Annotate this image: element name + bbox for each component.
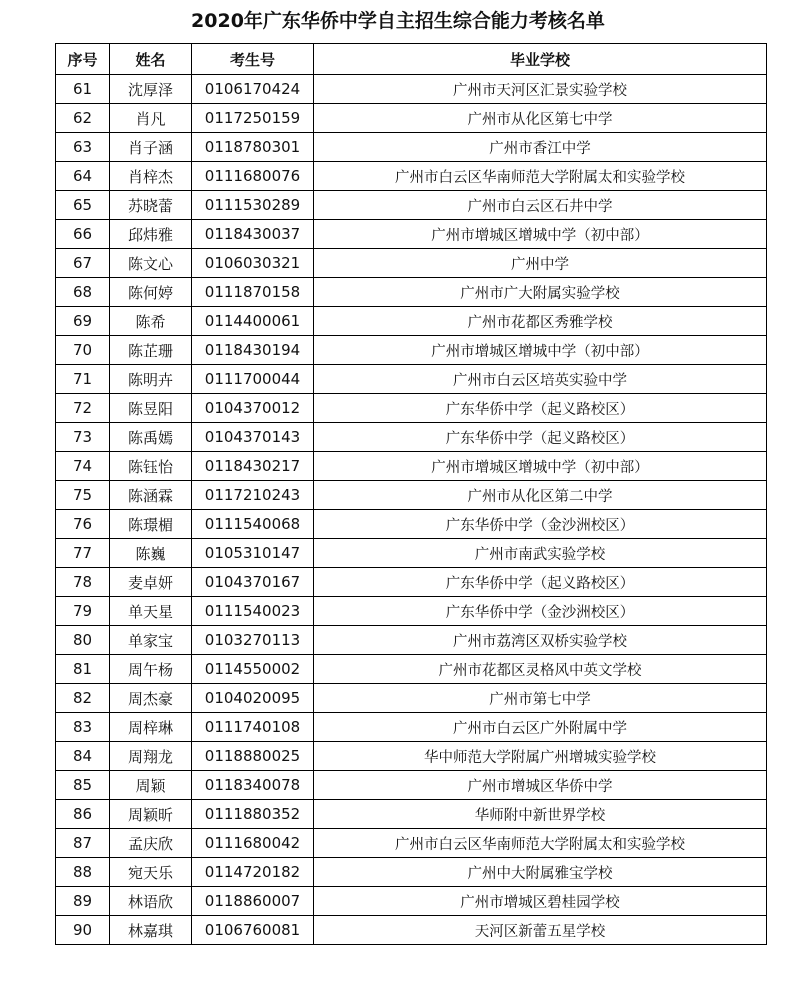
cell-candidate-number: 0104370012 [192, 394, 314, 423]
cell-candidate-number: 0118780301 [192, 133, 314, 162]
cell-name: 周翔龙 [110, 742, 192, 771]
table-row [56, 887, 767, 916]
cell-name: 宛天乐 [110, 858, 192, 887]
cell-name: 单天星 [110, 597, 192, 626]
cell-name: 周颖昕 [110, 800, 192, 829]
cell-name: 陈璟楣 [110, 510, 192, 539]
header-candidate-number: 考生号 [192, 44, 314, 75]
cell-index: 68 [56, 278, 110, 307]
cell-name: 陈钰怡 [110, 452, 192, 481]
cell-school: 广州市白云区华南师范大学附属太和实验学校 [314, 829, 767, 858]
table-row [56, 800, 767, 829]
cell-candidate-number: 0118430037 [192, 220, 314, 249]
table-row [56, 742, 767, 771]
cell-index: 84 [56, 742, 110, 771]
candidate-table [55, 43, 767, 945]
cell-school: 广州市南武实验学校 [314, 539, 767, 568]
header-name: 姓名 [110, 44, 192, 75]
cell-index: 77 [56, 539, 110, 568]
cell-name: 邱炜雅 [110, 220, 192, 249]
cell-name: 孟庆欣 [110, 829, 192, 858]
cell-school: 广州市白云区培英实验中学 [314, 365, 767, 394]
cell-candidate-number: 0111870158 [192, 278, 314, 307]
table-row [56, 771, 767, 800]
table-row [56, 162, 767, 191]
cell-school: 广东华侨中学（起义路校区） [314, 394, 767, 423]
cell-school: 广东华侨中学（起义路校区） [314, 568, 767, 597]
cell-index: 90 [56, 916, 110, 945]
cell-candidate-number: 0104020095 [192, 684, 314, 713]
cell-name: 周颖 [110, 771, 192, 800]
cell-index: 74 [56, 452, 110, 481]
table-row [56, 365, 767, 394]
cell-index: 62 [56, 104, 110, 133]
cell-index: 80 [56, 626, 110, 655]
cell-school: 广州市增城区碧桂园学校 [314, 887, 767, 916]
cell-school: 广州市香江中学 [314, 133, 767, 162]
table-row [56, 423, 767, 452]
cell-name: 陈文心 [110, 249, 192, 278]
cell-candidate-number: 0118880025 [192, 742, 314, 771]
table-row [56, 249, 767, 278]
cell-school: 广州市增城区华侨中学 [314, 771, 767, 800]
cell-name: 苏晓蕾 [110, 191, 192, 220]
table-row [56, 133, 767, 162]
cell-name: 陈禹嫣 [110, 423, 192, 452]
cell-school: 广州市白云区石井中学 [314, 191, 767, 220]
cell-candidate-number: 0111680042 [192, 829, 314, 858]
cell-school: 广东华侨中学（起义路校区） [314, 423, 767, 452]
cell-candidate-number: 0114400061 [192, 307, 314, 336]
cell-candidate-number: 0105310147 [192, 539, 314, 568]
table-row [56, 510, 767, 539]
cell-candidate-number: 0117210243 [192, 481, 314, 510]
cell-name: 陈巍 [110, 539, 192, 568]
cell-school: 广州市白云区广外附属中学 [314, 713, 767, 742]
cell-candidate-number: 0106760081 [192, 916, 314, 945]
cell-school: 广州市增城区增城中学（初中部） [314, 336, 767, 365]
cell-school: 广州市花都区秀雅学校 [314, 307, 767, 336]
header-school: 毕业学校 [314, 44, 767, 75]
cell-candidate-number: 0111680076 [192, 162, 314, 191]
cell-candidate-number: 0111880352 [192, 800, 314, 829]
cell-candidate-number: 0111530289 [192, 191, 314, 220]
table-row [56, 278, 767, 307]
document-title: 2020年广东华侨中学自主招生综合能力考核名单 [191, 10, 605, 32]
cell-candidate-number: 0111740108 [192, 713, 314, 742]
table-row [56, 191, 767, 220]
cell-index: 76 [56, 510, 110, 539]
cell-school: 广州中学 [314, 249, 767, 278]
cell-candidate-number: 0106170424 [192, 75, 314, 104]
cell-school: 广州市从化区第二中学 [314, 481, 767, 510]
cell-name: 麦卓妍 [110, 568, 192, 597]
table-row [56, 75, 767, 104]
cell-school: 广州市天河区汇景实验学校 [314, 75, 767, 104]
cell-candidate-number: 0118860007 [192, 887, 314, 916]
cell-candidate-number: 0117250159 [192, 104, 314, 133]
cell-name: 陈希 [110, 307, 192, 336]
cell-name: 肖子涵 [110, 133, 192, 162]
cell-name: 陈芷珊 [110, 336, 192, 365]
cell-index: 85 [56, 771, 110, 800]
cell-index: 69 [56, 307, 110, 336]
cell-index: 65 [56, 191, 110, 220]
cell-school: 华中师范大学附属广州增城实验学校 [314, 742, 767, 771]
table-row [56, 684, 767, 713]
table-row [56, 858, 767, 887]
cell-school: 广州市增城区增城中学（初中部） [314, 452, 767, 481]
cell-school: 广州市广大附属实验学校 [314, 278, 767, 307]
table-row [56, 568, 767, 597]
cell-name: 周午杨 [110, 655, 192, 684]
table-row [56, 539, 767, 568]
cell-index: 61 [56, 75, 110, 104]
table-row [56, 336, 767, 365]
cell-school: 华师附中新世界学校 [314, 800, 767, 829]
cell-index: 87 [56, 829, 110, 858]
table-row [56, 713, 767, 742]
cell-name: 林嘉琪 [110, 916, 192, 945]
table-header-row [56, 44, 767, 75]
cell-index: 64 [56, 162, 110, 191]
cell-index: 72 [56, 394, 110, 423]
cell-candidate-number: 0114720182 [192, 858, 314, 887]
table-row [56, 394, 767, 423]
cell-index: 82 [56, 684, 110, 713]
cell-name: 沈厚泽 [110, 75, 192, 104]
cell-index: 78 [56, 568, 110, 597]
table-row [56, 307, 767, 336]
table-row [56, 452, 767, 481]
cell-name: 陈何婷 [110, 278, 192, 307]
cell-candidate-number: 0118340078 [192, 771, 314, 800]
cell-candidate-number: 0111540068 [192, 510, 314, 539]
cell-name: 周杰豪 [110, 684, 192, 713]
cell-name: 陈明卉 [110, 365, 192, 394]
cell-index: 79 [56, 597, 110, 626]
cell-candidate-number: 0103270113 [192, 626, 314, 655]
cell-index: 71 [56, 365, 110, 394]
cell-index: 67 [56, 249, 110, 278]
table-row [56, 104, 767, 133]
cell-candidate-number: 0114550002 [192, 655, 314, 684]
cell-name: 陈昱阳 [110, 394, 192, 423]
table-row [56, 829, 767, 858]
cell-school: 广东华侨中学（金沙洲校区） [314, 597, 767, 626]
cell-candidate-number: 0104370167 [192, 568, 314, 597]
cell-school: 广州市从化区第七中学 [314, 104, 767, 133]
cell-index: 88 [56, 858, 110, 887]
cell-index: 63 [56, 133, 110, 162]
cell-candidate-number: 0111700044 [192, 365, 314, 394]
cell-school: 广东华侨中学（金沙洲校区） [314, 510, 767, 539]
cell-index: 89 [56, 887, 110, 916]
cell-candidate-number: 0106030321 [192, 249, 314, 278]
cell-candidate-number: 0104370143 [192, 423, 314, 452]
cell-name: 肖梓杰 [110, 162, 192, 191]
table-row [56, 916, 767, 945]
cell-name: 周梓琳 [110, 713, 192, 742]
cell-name: 林语欣 [110, 887, 192, 916]
cell-candidate-number: 0111540023 [192, 597, 314, 626]
cell-school: 广州市增城区增城中学（初中部） [314, 220, 767, 249]
table-row [56, 220, 767, 249]
cell-school: 广州市第七中学 [314, 684, 767, 713]
cell-name: 单家宝 [110, 626, 192, 655]
cell-school: 广州中大附属雅宝学校 [314, 858, 767, 887]
table-row [56, 626, 767, 655]
cell-index: 66 [56, 220, 110, 249]
cell-candidate-number: 0118430194 [192, 336, 314, 365]
cell-index: 73 [56, 423, 110, 452]
cell-index: 83 [56, 713, 110, 742]
cell-index: 81 [56, 655, 110, 684]
cell-school: 天河区新蕾五星学校 [314, 916, 767, 945]
cell-candidate-number: 0118430217 [192, 452, 314, 481]
header-index: 序号 [56, 44, 110, 75]
cell-index: 70 [56, 336, 110, 365]
cell-index: 86 [56, 800, 110, 829]
cell-school: 广州市白云区华南师范大学附属太和实验学校 [314, 162, 767, 191]
table-row [56, 481, 767, 510]
cell-school: 广州市花都区灵格风中英文学校 [314, 655, 767, 684]
cell-name: 肖凡 [110, 104, 192, 133]
cell-name: 陈涵霖 [110, 481, 192, 510]
table-row [56, 597, 767, 626]
table-row [56, 655, 767, 684]
table-body [56, 75, 767, 945]
cell-index: 75 [56, 481, 110, 510]
cell-school: 广州市荔湾区双桥实验学校 [314, 626, 767, 655]
